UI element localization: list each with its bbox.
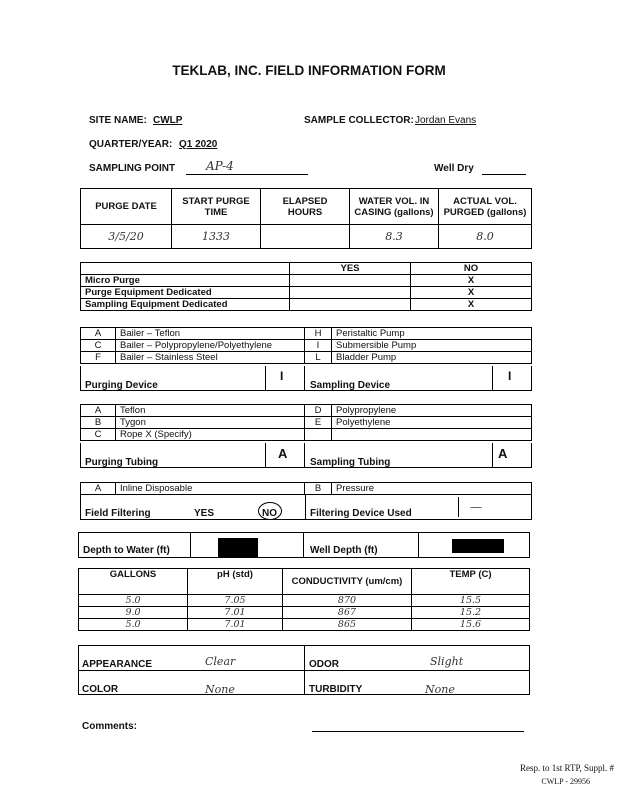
- well-dry-label: Well Dry: [434, 163, 474, 174]
- device-code: A: [81, 328, 116, 340]
- tubing-desc: Polypropylene: [332, 405, 532, 417]
- filter-table: [80, 482, 532, 495]
- field-filtering-label: Field Filtering: [85, 508, 151, 519]
- form-title: TEKLAB, INC. FIELD INFORMATION FORM: [172, 63, 446, 78]
- tubing-desc: Teflon: [116, 405, 305, 417]
- collector-value: Jordan Evans: [415, 115, 477, 126]
- water-vol-value: 8.3: [350, 225, 439, 249]
- filtering-device-value: —: [470, 500, 482, 514]
- tubing-code: E: [305, 417, 332, 429]
- ph-cell: 7.05: [188, 595, 283, 607]
- purge-equipment-yes: [290, 287, 411, 299]
- tubing-desc: Polyethylene: [332, 417, 532, 429]
- sampling-device-value: I: [508, 369, 512, 383]
- filtering-no: NO: [262, 508, 277, 519]
- filtering-device-label: Filtering Device Used: [310, 508, 412, 519]
- sampling-point-label: SAMPLING POINT: [89, 163, 176, 174]
- well-depth-label: Well Depth (ft): [310, 545, 378, 556]
- tubing-code: B: [81, 417, 116, 429]
- actual-vol-header: ACTUAL VOL. PURGED (gallons): [439, 189, 532, 225]
- purging-device-label: Purging Device: [85, 380, 158, 391]
- tubing-code: A: [81, 405, 116, 417]
- conductivity-cell: 867: [283, 607, 412, 619]
- sampling-equipment-label: Sampling Equipment Dedicated: [81, 299, 290, 311]
- conductivity-cell: 870: [283, 595, 412, 607]
- purging-tubing-value: A: [278, 446, 288, 461]
- odor-value: Slight: [430, 655, 464, 668]
- color-label: COLOR: [82, 684, 119, 695]
- footer-response: Resp. to 1st RTP, Suppl. #: [520, 763, 614, 773]
- sampling-point-value: AP-4: [206, 159, 234, 173]
- conductivity-cell: 865: [283, 619, 412, 631]
- ph-header: pH (std): [188, 569, 283, 595]
- sampling-tubing-label: Sampling Tubing: [310, 457, 391, 468]
- micro-purge-no: X: [411, 275, 532, 287]
- gallons-cell: 5.0: [79, 619, 188, 631]
- color-value: None: [205, 683, 235, 696]
- filter-desc: Inline Disposable: [116, 483, 305, 495]
- redaction-box: [452, 539, 504, 553]
- device-code: F: [81, 352, 116, 364]
- start-purge-header: START PURGE TIME: [172, 189, 261, 225]
- filtering-yes: YES: [194, 508, 215, 519]
- site-name-value: CWLP: [153, 115, 183, 126]
- device-desc: Submersible Pump: [332, 340, 532, 352]
- sampling-tubing-value: A: [498, 446, 508, 461]
- site-name-label: SITE NAME:: [89, 115, 147, 126]
- start-purge-value: 1333: [172, 225, 261, 249]
- filter-desc: Pressure: [332, 483, 532, 495]
- tubing-code: C: [81, 429, 116, 441]
- collector-label: SAMPLE COLLECTOR:: [304, 115, 414, 126]
- device-desc: Bailer – Polypropylene/Polyethylene: [116, 340, 305, 352]
- tubing-table: [80, 404, 532, 441]
- temp-cell: 15.6: [412, 619, 530, 631]
- comments-label: Comments:: [82, 721, 138, 732]
- gallons-cell: 5.0: [79, 595, 188, 607]
- turbidity-label: TURBIDITY: [309, 684, 363, 695]
- sampling-equipment-yes: [290, 299, 411, 311]
- elapsed-hours-header: ELAPSED HOURS: [261, 189, 350, 225]
- gallons-cell: 9.0: [79, 607, 188, 619]
- footer-bates: CWLP - 29956: [541, 777, 590, 786]
- device-desc: Bladder Pump: [332, 352, 532, 364]
- micro-purge-label: Micro Purge: [81, 275, 290, 287]
- purging-device-value: I: [280, 369, 284, 383]
- depth-to-water-label: Depth to Water (ft): [83, 545, 170, 556]
- ph-cell: 7.01: [188, 619, 283, 631]
- purge-table: [80, 188, 532, 249]
- quarter-label: QUARTER/YEAR:: [89, 139, 173, 150]
- tubing-desc: Rope X (Specify): [116, 429, 305, 441]
- device-code: I: [305, 340, 332, 352]
- device-code: L: [305, 352, 332, 364]
- appearance-value: Clear: [205, 655, 236, 668]
- tubing-desc: [332, 429, 532, 441]
- elapsed-hours-value: [261, 225, 350, 249]
- temp-cell: 15.5: [412, 595, 530, 607]
- micro-purge-yes: [290, 275, 411, 287]
- turbidity-value: None: [425, 683, 455, 696]
- purge-date-header: PURGE DATE: [81, 189, 172, 225]
- tubing-code: [305, 429, 332, 441]
- filter-code: B: [305, 483, 332, 495]
- conductivity-header: CONDUCTIVITY (um/cm): [283, 569, 412, 595]
- device-desc: Bailer – Stainless Steel: [116, 352, 305, 364]
- purge-equipment-label: Purge Equipment Dedicated: [81, 287, 290, 299]
- tubing-code: D: [305, 405, 332, 417]
- purge-equipment-no: X: [411, 287, 532, 299]
- sampling-equipment-no: X: [411, 299, 532, 311]
- device-desc: Bailer – Teflon: [116, 328, 305, 340]
- redaction-box: [218, 538, 258, 557]
- purge-date-value: 3/5/20: [81, 225, 172, 249]
- no-header: NO: [411, 263, 532, 275]
- appearance-label: APPEARANCE: [82, 659, 153, 670]
- tubing-desc: Tygon: [116, 417, 305, 429]
- yes-no-table: [80, 262, 532, 311]
- measurements-table: [78, 568, 530, 631]
- temp-header: TEMP (C): [412, 569, 530, 595]
- quarter-value: Q1 2020: [179, 139, 218, 150]
- yes-header: YES: [290, 263, 411, 275]
- gallons-header: GALLONS: [79, 569, 188, 595]
- sampling-device-label: Sampling Device: [310, 380, 391, 391]
- odor-label: ODOR: [309, 659, 339, 670]
- actual-vol-value: 8.0: [439, 225, 532, 249]
- device-code: H: [305, 328, 332, 340]
- purging-tubing-label: Purging Tubing: [85, 457, 159, 468]
- ph-cell: 7.01: [188, 607, 283, 619]
- device-code: C: [81, 340, 116, 352]
- device-table: [80, 327, 532, 364]
- filter-code: A: [81, 483, 116, 495]
- temp-cell: 15.2: [412, 607, 530, 619]
- device-desc: Peristaltic Pump: [332, 328, 532, 340]
- water-vol-header: WATER VOL. IN CASING (gallons): [350, 189, 439, 225]
